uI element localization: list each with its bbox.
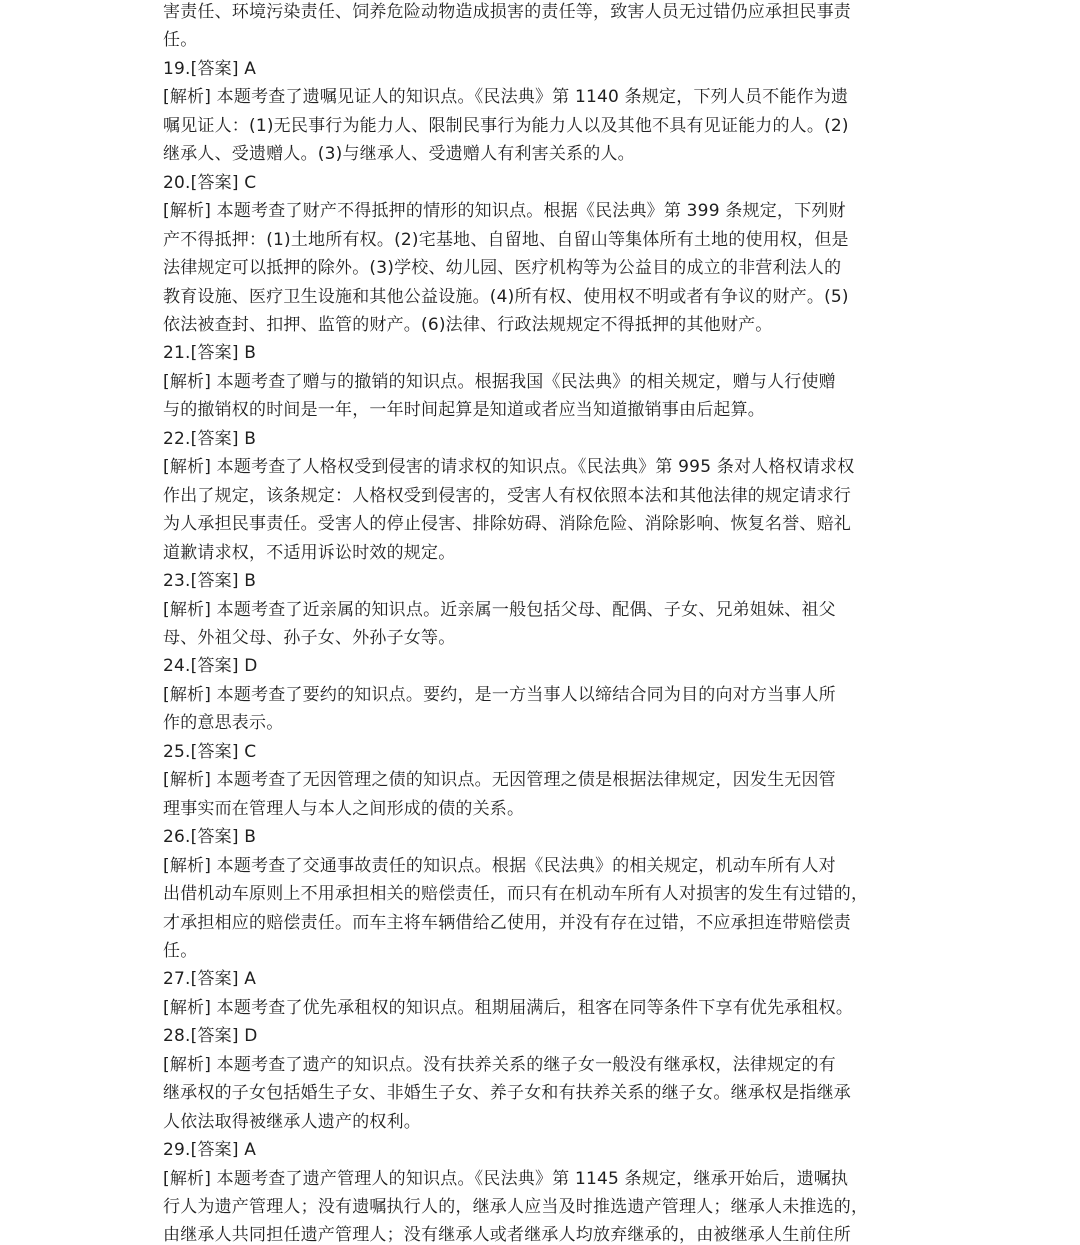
analysis-line: [解析] 本题考查了优先承租权的知识点。租期届满后，租客在同等条件下享有优先承租权。: [163, 997, 854, 1018]
analysis-line: 继承人、受遗赠人。(3)与继承人、受遗赠人有利害关系的人。: [163, 144, 635, 165]
answer-heading-21: 21.[答案] B: [163, 343, 257, 364]
analysis-line: 作出了规定，该条规定：人格权受到侵害的，受害人有权依照本法和其他法律的规定请求行: [163, 485, 851, 506]
analysis-line: [解析] 本题考查了人格权受到侵害的请求权的知识点。《民法典》第 995 条对人格权请求权: [163, 457, 855, 478]
analysis-line: 人依法取得被继承人遗产的权利。: [163, 1111, 421, 1132]
analysis-line: [解析] 本题考查了近亲属的知识点。近亲属一般包括父母、配偶、子女、兄弟姐妹、祖父: [163, 599, 836, 620]
analysis-line: [解析] 本题考查了遗嘱见证人的知识点。《民法典》第 1140 条规定，下列人员不能作为遗: [163, 87, 849, 108]
answer-heading-24: 24.[答案] D: [163, 656, 258, 677]
analysis-line: 由继承人共同担任遗产管理人；没有继承人或者继承人均放弃继承的，由被继承人生前住所: [163, 1225, 851, 1245]
analysis-line: 继承权的子女包括婚生子女、非婚生子女、养子女和有扶养关系的继子女。继承权是指继承: [163, 1083, 851, 1104]
answer-heading-27: 27.[答案] A: [163, 969, 257, 990]
analysis-line: [解析] 本题考查了赠与的撤销的知识点。根据我国《民法典》的相关规定，赠与人行使赠: [163, 371, 836, 392]
answer-heading-22: 22.[答案] B: [163, 428, 257, 449]
answer-key-text: [163, 0, 923, 1245]
answer-heading-29: 29.[答案] A: [163, 1140, 257, 1161]
answer-heading-23: 23.[答案] B: [163, 571, 257, 592]
analysis-line: 法律规定可以抵押的除外。(3)学校、幼儿园、医疗机构等为公益目的成立的非营利法人的: [163, 258, 842, 279]
analysis-line: 与的撤销权的时间是一年，一年时间起算是知道或者应当知道撤销事由后起算。: [163, 400, 765, 421]
analysis-line: 产不得抵押：(1)土地所有权。(2)宅基地、自留地、自留山等集体所有土地的使用权，但是: [163, 229, 849, 250]
analysis-line: 作的意思表示。: [163, 713, 284, 734]
analysis-line: 行人为遗产管理人；没有遗嘱执行人的，继承人应当及时推选遗产管理人；继承人未推选的，: [163, 1197, 869, 1218]
analysis-line: 才承担相应的赔偿责任。而车主将车辆借给乙使用，并没有存在过错，不应承担连带赔偿责: [163, 912, 851, 933]
analysis-line: 道歉请求权，不适用诉讼时效的规定。: [163, 542, 456, 563]
analysis-line: [解析] 本题考查了遗产的知识点。没有扶养关系的继子女一般没有继承权，法律规定的有: [163, 1054, 836, 1075]
answer-heading-25: 25.[答案] C: [163, 741, 257, 762]
analysis-line: [解析] 本题考查了财产不得抵押的情形的知识点。根据《民法典》第 399 条规定，下列财: [163, 201, 846, 222]
answer-heading-26: 26.[答案] B: [163, 827, 257, 848]
analysis-line: [解析] 本题考查了遗产管理人的知识点。《民法典》第 1145 条规定，继承开始后，遗嘱执: [163, 1168, 849, 1189]
answer-heading-20: 20.[答案] C: [163, 172, 257, 193]
analysis-line: [解析] 本题考查了无因管理之债的知识点。无因管理之债是根据法律规定，因发生无因管: [163, 770, 836, 791]
analysis-line: 理事实而在管理人与本人之间形成的债的关系。: [163, 798, 525, 819]
analysis-line: [解析] 本题考查了交通事故责任的知识点。根据《民法典》的相关规定，机动车所有人对: [163, 855, 836, 876]
analysis-line: 母、外祖父母、孙子女、外孙子女等。: [163, 627, 456, 648]
analysis-line: 嘱见证人：(1)无民事行为能力人、限制民事行为能力人以及其他不具有见证能力的人。(2): [163, 115, 849, 136]
analysis-line: 依法被查封、扣押、监管的财产。(6)法律、行政法规规定不得抵押的其他财产。: [163, 314, 773, 335]
analysis-line: 任。: [163, 940, 198, 961]
answer-heading-19: 19.[答案] A: [163, 58, 257, 79]
analysis-line: 出借机动车原则上不用承担相关的赔偿责任，而只有在机动车所有人对损害的发生有过错的，: [163, 884, 869, 905]
text-line: 害责任、环境污染责任、饲养危险动物造成损害的责任等，致害人员无过错仍应承担民事责: [163, 2, 851, 22]
analysis-line: [解析] 本题考查了要约的知识点。要约，是一方当事人以缔结合同为目的向对方当事人所: [163, 684, 836, 705]
text-line: 任。: [163, 30, 198, 51]
analysis-line: 教育设施、医疗卫生设施和其他公益设施。(4)所有权、使用权不明或者有争议的财产。(5): [163, 286, 849, 307]
analysis-line: 为人承担民事责任。受害人的停止侵害、排除妨碍、消除危险、消除影响、恢复名誉、赔礼: [163, 514, 851, 535]
answer-heading-28: 28.[答案] D: [163, 1026, 258, 1047]
